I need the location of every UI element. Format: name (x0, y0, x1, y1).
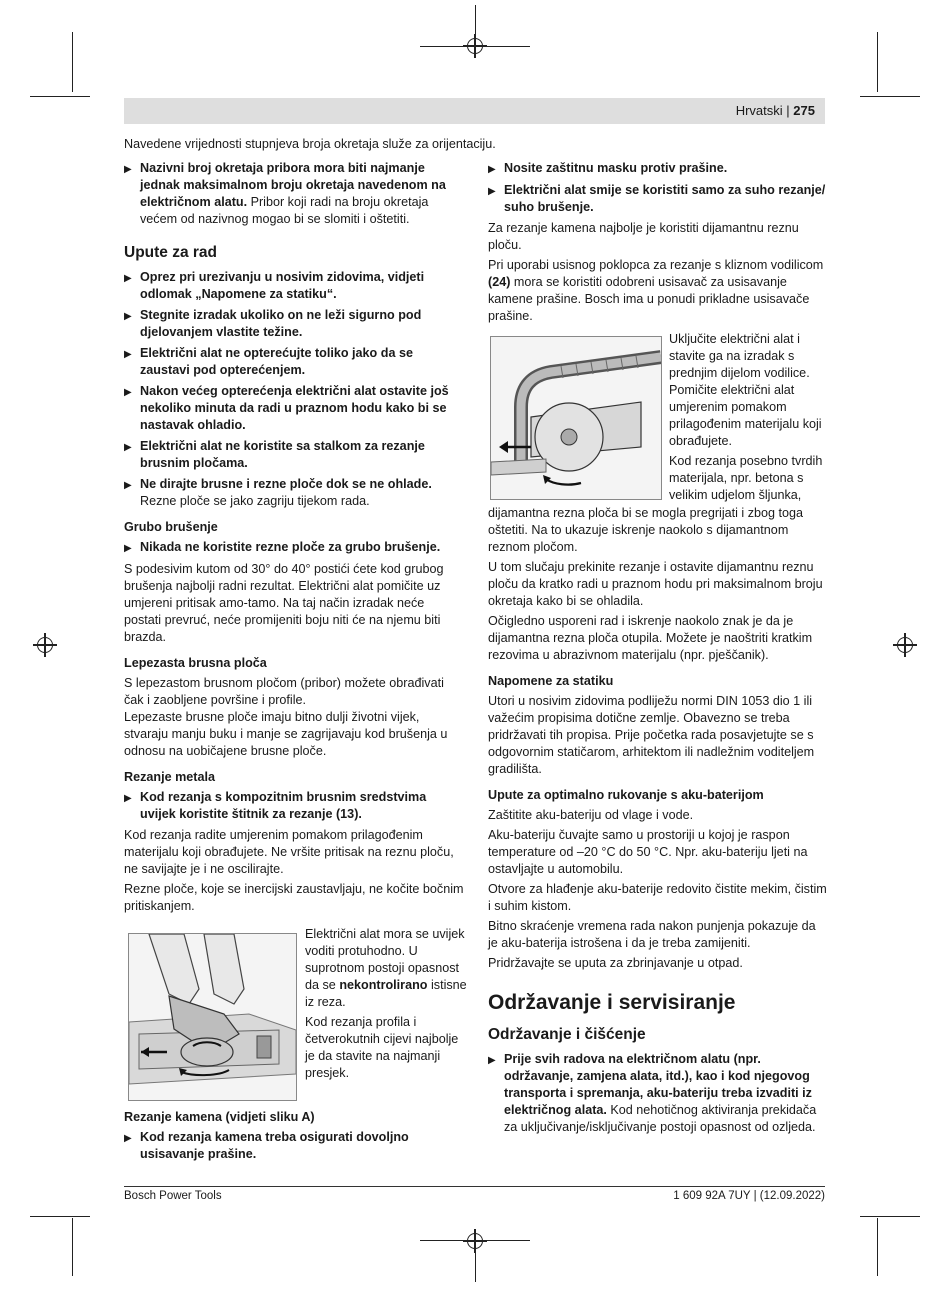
intro-text: Navedene vrijednosti stupnjeva broja okretaja služe za orijentaciju. (124, 137, 496, 151)
bullet-item (124, 1129, 464, 1163)
left-column (124, 136, 496, 156)
bullet-bold: Kod rezanja kamena treba osigurati dovoljno usisavanje prašine. (140, 1130, 409, 1161)
paragraph: Za rezanje kamena najbolje je koristiti dijamantnu reznu ploču. (488, 221, 799, 252)
paragraph: S lepezastom brusnom pločom (pribor) možete obrađivati čak i zaobljene površine i profile. (124, 676, 444, 707)
figure-caption-right (669, 331, 829, 507)
footer-rule (124, 1186, 825, 1187)
crop-mark (72, 32, 73, 92)
arrow-icon: ▶ (124, 793, 132, 804)
bullet-item (124, 539, 464, 557)
bullet-bold: Ne dirajte brusne i rezne ploče dok se ne ohlade. (140, 477, 432, 491)
paragraph: Otvore za hlađenje aku-baterije redovito čistite mekim, čistim i suhim kistom. (488, 882, 827, 913)
subheading: Grubo brušenje (124, 520, 218, 534)
crop-mark (30, 1216, 90, 1217)
arrow-icon: ▶ (124, 164, 132, 175)
paragraph: S podesivim kutom od 30° do 40° postići ćete kod grubog brušenja najbolji radni rezultat. Električni alat pomičite uz umjereni pritisak amo-tamo. Na taj način izradak neće postati prevruć, neće promijeniti boju niti će na njemu biti brazda. (124, 562, 444, 644)
arrow-icon: ▶ (124, 1133, 132, 1144)
registration-mark-icon (467, 38, 483, 54)
header-separator: | (786, 103, 794, 118)
crop-mark (475, 1248, 476, 1282)
bullet-bold: Stegnite izradak ukoliko on ne leži sigurno pod djelovanjem vlastite težine. (140, 308, 422, 339)
bullet-bold: Električni alat smije se koristiti samo za suho rezanje/ suho brušenje. (504, 183, 826, 214)
right-column-body (488, 505, 828, 1140)
subheading: Napomene za statiku (488, 674, 614, 688)
caption-bold: nekontrolirano (339, 978, 428, 992)
subheading: Rezanje kamena (vidjeti sliku A) (124, 1110, 315, 1124)
arrow-icon: ▶ (124, 349, 132, 360)
paragraph: Zaštitite aku-bateriju od vlage i vode. (488, 808, 694, 822)
arrow-icon: ▶ (124, 387, 132, 398)
paragraph: Uključite električni alat i stavite ga na izradak s prednjim dijelom vodilice. Pomičite električni alat umjerenim pomakom prilagođenim materijalu koji obrađujete. (669, 332, 822, 448)
crop-mark (877, 1218, 878, 1276)
section-heading: Upute za rad (124, 244, 218, 261)
bullet-bold: Električni alat ne koristite sa stalkom za rezanje brusnim pločama. (140, 439, 425, 470)
bullet-item (124, 789, 464, 823)
bullet-text: Rezne ploče se jako zagriju tijekom rada. (140, 494, 370, 508)
arrow-icon: ▶ (488, 164, 496, 175)
reference-number: (24) (488, 275, 511, 289)
header-language: Hrvatski (735, 103, 783, 118)
bullet-bold: Nosite zaštitnu masku protiv prašine. (504, 161, 728, 175)
crop-mark (860, 96, 920, 97)
footer-right: 1 609 92A 7UY | (12.09.2022) (673, 1190, 825, 1202)
paragraph: Pridržavajte se uputa za zbrinjavanje u otpad. (488, 956, 743, 970)
bullet-bold: Oprez pri urezivanju u nosivim zidovima, vidjeti odlomak „Napomene za statiku“. (140, 270, 425, 301)
registration-mark-icon (467, 1233, 483, 1249)
right-column (488, 160, 828, 328)
paragraph: Kod rezanja radite umjerenim pomakom prilagođenim materijalu koji obrađujete. Ne vršite pritisak na reznu ploču, ne savijajte je i ne oscilirajte. (124, 828, 454, 876)
arrow-icon: ▶ (124, 311, 132, 322)
bullet-text: Kod nehotičnog aktiviranja prekidača za uključivanje/isključivanje postoji opasnost od ozljeda. (504, 1103, 817, 1134)
bullet-item (488, 160, 828, 178)
stone-cutting-illustration (490, 336, 662, 500)
bullet-item (124, 160, 464, 228)
arrow-icon: ▶ (124, 543, 132, 554)
bullet-bold: ). (354, 807, 362, 821)
left-column-body (124, 160, 464, 918)
paragraph: Očigledno usporeni rad i iskrenje naokolo znak je da je dijamantna rezna ploča otupila. Možete je naoštriti kratkim rezovima u abrazivnom materijalu (npr. pješčanik). (488, 614, 813, 662)
arrow-icon: ▶ (124, 273, 132, 284)
chapter-heading: Održavanje i servisiranje (488, 991, 736, 1014)
bullet-bold: Kod rezanja s kompozitnim brusnim sredstvima uvijek koristite štitnik za rezanje ( (140, 790, 427, 821)
paragraph: Kod rezanja posebno tvrdih materijala, npr. betona s velikim udjelom šljunka, (669, 454, 823, 502)
left-column-bottom (124, 1109, 464, 1167)
bullet-bold: Nazivni broj okretaja pribora mora biti najmanje jednak maksimalnom broju okretaja navedenom na električnom alatu. (140, 161, 446, 209)
registration-mark-icon (897, 637, 913, 653)
paragraph: dijamantna rezna ploča bi se mogla pregrijati i zbog toga oštetiti. Na to ukazuje iskrenje naokolo s dijamantnom reznom pločom. (488, 506, 804, 554)
paragraph (488, 257, 828, 325)
arrow-icon: ▶ (488, 1055, 496, 1066)
paragraph: Rezne ploče, koje se inercijski zaustavljaju, ne kočite bočnim pritiskanjem. (124, 882, 464, 913)
paragraph-text: Pri uporabi usisnog poklopca za rezanje s kliznom vodilicom (488, 258, 824, 272)
subheading: Rezanje metala (124, 770, 215, 784)
angle-grinder-drawing (129, 934, 296, 1100)
subheading: Lepezasta brusna ploča (124, 656, 267, 670)
paragraph (305, 926, 467, 1011)
crop-mark (475, 5, 476, 35)
crop-mark (30, 96, 90, 97)
paragraph: Aku-bateriju čuvajte samo u prostoriji u kojoj je raspon temperature od –20 °C do 50 °C. Npr. aku-bateriju ljeti na ostavljajte u automobilu. (488, 828, 808, 876)
paragraph: Lepezaste brusne ploče imaju bitno dulji životni vijek, stvaraju manju buku i manje se zagrijavaju kod brušenja u odnosu na uobičajene brusne ploče. (124, 710, 448, 758)
figure-caption-left (305, 926, 467, 1085)
bullet-text: Pribor koji radi na broju okretaja većem od nazivnog mogao bi se slomiti i oštetiti. (140, 195, 429, 226)
registration-mark-icon (37, 637, 53, 653)
footer-left: Bosch Power Tools (124, 1190, 222, 1202)
bullet-item (124, 383, 464, 434)
page-number: 275 (793, 103, 815, 118)
paragraph: Kod rezanja profila i četverokutnih cijevi najbolje je da stavite na najmanji presjek. (305, 1015, 459, 1080)
paragraph-text: mora se koristiti odobreni usisavač za usisavanje kamene prašine. Bosch ima u ponudi prikladne usisavače prašine. (488, 275, 810, 323)
crop-mark (860, 1216, 920, 1217)
bullet-item (488, 182, 828, 216)
page-header (124, 98, 825, 124)
bullet-item (124, 307, 464, 341)
paragraph: Utori u nosivim zidovima podliježu normi DIN 1053 dio 1 ili važećim propisima dotične zemlje. Obavezno se treba pridržavati tih propisa. Prije početka rada posavjetujte se s odgovornim statičarom, arhitektom ili nadležnim voditeljem gradilišta. (488, 694, 815, 776)
header-text (736, 103, 815, 118)
paragraph: Bitno skraćenje vremena rada nakon punjenja pokazuje da je aku-baterija istrošena i da je treba zamijeniti. (488, 919, 816, 950)
subheading: Upute za optimalno rukovanje s aku-baterijom (488, 788, 764, 802)
bullet-item (124, 438, 464, 472)
caption-text: Električni alat mora se uvijek voditi protuhodno. U suprotnom postoji opasnost da se (305, 927, 465, 992)
crop-mark (877, 32, 878, 92)
arrow-icon: ▶ (124, 480, 132, 491)
bullet-bold: Nikada ne koristite rezne ploče za grubo brušenje. (140, 540, 441, 554)
paragraph: U tom slučaju prekinite rezanje i ostavite dijamantnu reznu ploču da kratko radi u praznom hodu pri maksimalnom broju okretaja kako bi se ohladila. (488, 560, 823, 608)
arrow-icon: ▶ (488, 186, 496, 197)
cutting-metal-illustration (128, 933, 297, 1101)
bullet-item (124, 345, 464, 379)
bullet-bold: Nakon većeg opterećenja električni alat ostavite još nekoliko minuta da radi u praznom hodu kako bi se nastavak ohladio. (140, 384, 449, 432)
bullet-item (488, 1051, 828, 1136)
bullet-bold: Prije svih radova na električnom alatu (npr. održavanje, zamjena alata, itd.), kao i kod njegovog transporta i spremanja, aku-bateriju treba izvaditi iz električnog alata. (504, 1052, 812, 1117)
bullet-item (124, 476, 464, 510)
reference-number: 13 (340, 807, 355, 821)
section-heading: Održavanje i čišćenje (488, 1026, 646, 1043)
bullet-bold: Električni alat ne opterećujte toliko jako da se zaustavi pod opterećenjem. (140, 346, 413, 377)
crop-mark (72, 1218, 73, 1276)
guide-sled-drawing (491, 337, 661, 499)
caption-text: istisne iz reza. (305, 978, 467, 1009)
bullet-item (124, 269, 464, 303)
arrow-icon: ▶ (124, 442, 132, 453)
